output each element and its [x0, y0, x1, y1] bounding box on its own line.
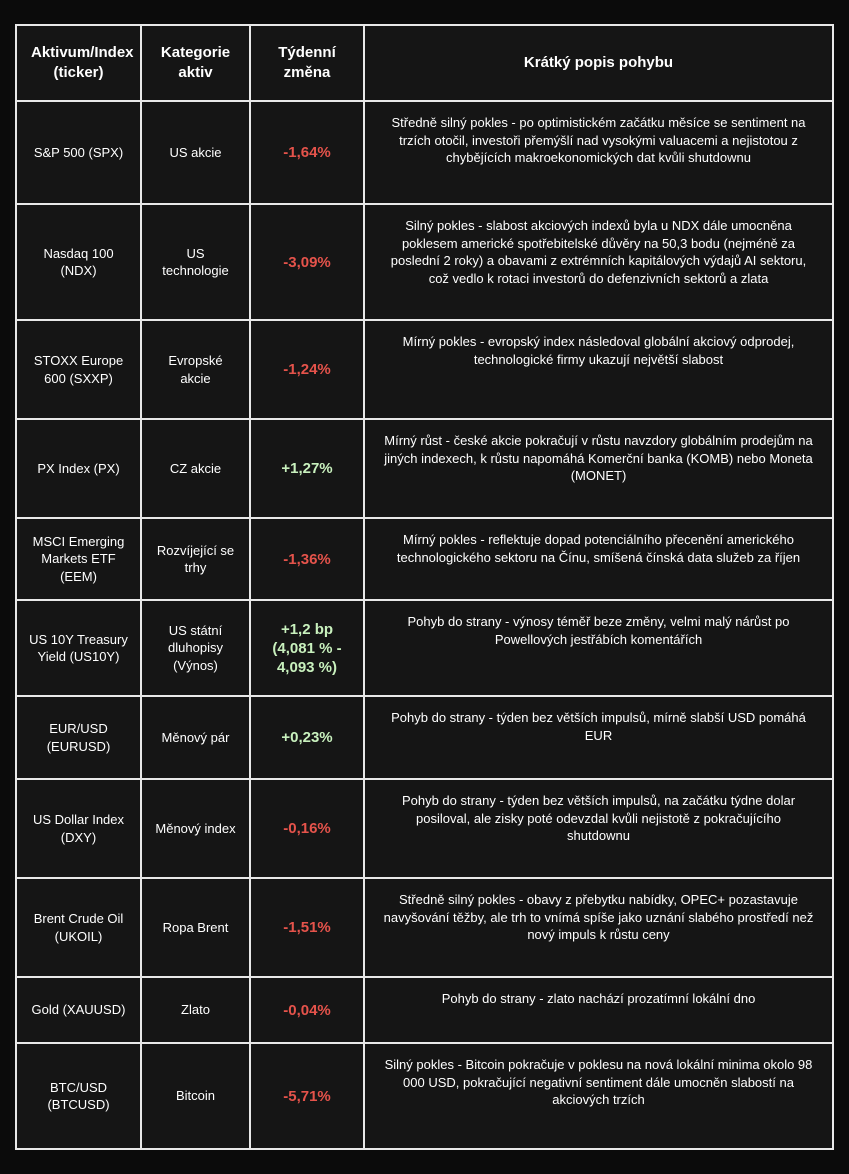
table-row [16, 204, 833, 320]
change-cell: -1,24% [250, 320, 364, 419]
asset-cell: Brent Crude Oil (UKOIL) [16, 878, 141, 977]
description-cell: Silný pokles - Bitcoin pokračuje v poklesu na nová lokální minima okolo 98 000 USD, pokračující negativní sentiment dále umocněn slabostí na akciových trzích [364, 1043, 833, 1149]
asset-cell: MSCI Emerging Markets ETF (EEM) [16, 518, 141, 600]
description-cell: Středně silný pokles - po optimistickém začátku měsíce se sentiment na trzích otočil, investoři přemýšlí nad vysokými valuacemi a nejistotou z chybějících makroekonomických dat kvůli shutdownu [364, 101, 833, 204]
header-change: Týdenní změna [250, 25, 364, 101]
description-cell: Mírný pokles - reflektuje dopad potenciálního přecenění amerického technologického sektoru na Čínu, smíšená čínská data služeb za říjen [364, 518, 833, 600]
category-cell: Měnový pár [141, 696, 250, 779]
asset-cell: S&P 500 (SPX) [16, 101, 141, 204]
table-row [16, 696, 833, 779]
change-cell: -0,16% [250, 779, 364, 878]
table-row [16, 101, 833, 204]
asset-cell: US 10Y Treasury Yield (US10Y) [16, 600, 141, 696]
header-row [16, 25, 833, 101]
asset-cell: BTC/USD (BTCUSD) [16, 1043, 141, 1149]
table-row [16, 320, 833, 419]
header-category: Kategorie aktiv [141, 25, 250, 101]
asset-cell: US Dollar Index (DXY) [16, 779, 141, 878]
asset-cell: PX Index (PX) [16, 419, 141, 518]
asset-cell: EUR/USD (EURUSD) [16, 696, 141, 779]
asset-cell: STOXX Europe 600 (SXXP) [16, 320, 141, 419]
change-cell: -1,51% [250, 878, 364, 977]
asset-cell: Gold (XAUUSD) [16, 977, 141, 1043]
table-row [16, 600, 833, 696]
description-cell: Pohyb do strany - týden bez větších impulsů, na začátku týdne dolar posiloval, ale zisky poté odevzdal kvůli nejistotě z pokračujícího shutdownu [364, 779, 833, 878]
description-cell: Mírný růst - české akcie pokračují v růstu navzdory globálním prodejům na jiných indexech, k růstu napomáhá Komerční banka (KOMB) nebo Moneta (MONET) [364, 419, 833, 518]
category-cell: US akcie [141, 101, 250, 204]
category-cell: US státní dluhopisy (Výnos) [141, 600, 250, 696]
description-cell: Pohyb do strany - výnosy téměř beze změny, velmi malý nárůst po Powellových jestřábích komentářích [364, 600, 833, 696]
weekly-market-table [15, 24, 834, 1150]
table-row [16, 518, 833, 600]
table-row [16, 878, 833, 977]
change-cell: +1,27% [250, 419, 364, 518]
table-row [16, 779, 833, 878]
category-cell: CZ akcie [141, 419, 250, 518]
header-asset: Aktivum/Index (ticker) [16, 25, 141, 101]
asset-cell: Nasdaq 100 (NDX) [16, 204, 141, 320]
change-cell: -3,09% [250, 204, 364, 320]
change-cell: +0,23% [250, 696, 364, 779]
description-cell: Silný pokles - slabost akciových indexů byla u NDX dále umocněna poklesem americké spotřebitelské důvěry na 50,3 bodu (nejméně za poslední 2 roky) a obavami z extrémních kapitálových výdajů AI sektoru, což vedlo k rotaci investorů do defenzivních sektorů a zlata [364, 204, 833, 320]
category-cell: Bitcoin [141, 1043, 250, 1149]
category-cell: Ropa Brent [141, 878, 250, 977]
description-cell: Pohyb do strany - týden bez větších impulsů, mírně slabší USD pomáhá EUR [364, 696, 833, 779]
category-cell: Rozvíjející se trhy [141, 518, 250, 600]
change-cell: -1,36% [250, 518, 364, 600]
change-cell: -5,71% [250, 1043, 364, 1149]
description-cell: Mírný pokles - evropský index následoval globální akciový odprodej, technologické firmy ukazují největší slabost [364, 320, 833, 419]
change-cell: -0,04% [250, 977, 364, 1043]
change-cell: +1,2 bp (4,081 % - 4,093 %) [250, 600, 364, 696]
description-cell: Pohyb do strany - zlato nachází prozatímní lokální dno [364, 977, 833, 1043]
category-cell: Měnový index [141, 779, 250, 878]
table-row [16, 977, 833, 1043]
description-cell: Středně silný pokles - obavy z přebytku nabídky, OPEC+ pozastavuje navyšování těžby, ale trh to vnímá spíše jako uznání slabého prostředí než nový impuls k růstu ceny [364, 878, 833, 977]
category-cell: Evropské akcie [141, 320, 250, 419]
change-cell: -1,64% [250, 101, 364, 204]
table-row [16, 1043, 833, 1149]
category-cell: Zlato [141, 977, 250, 1043]
table-row [16, 419, 833, 518]
category-cell: US technologie [141, 204, 250, 320]
header-description: Krátký popis pohybu [364, 25, 833, 101]
